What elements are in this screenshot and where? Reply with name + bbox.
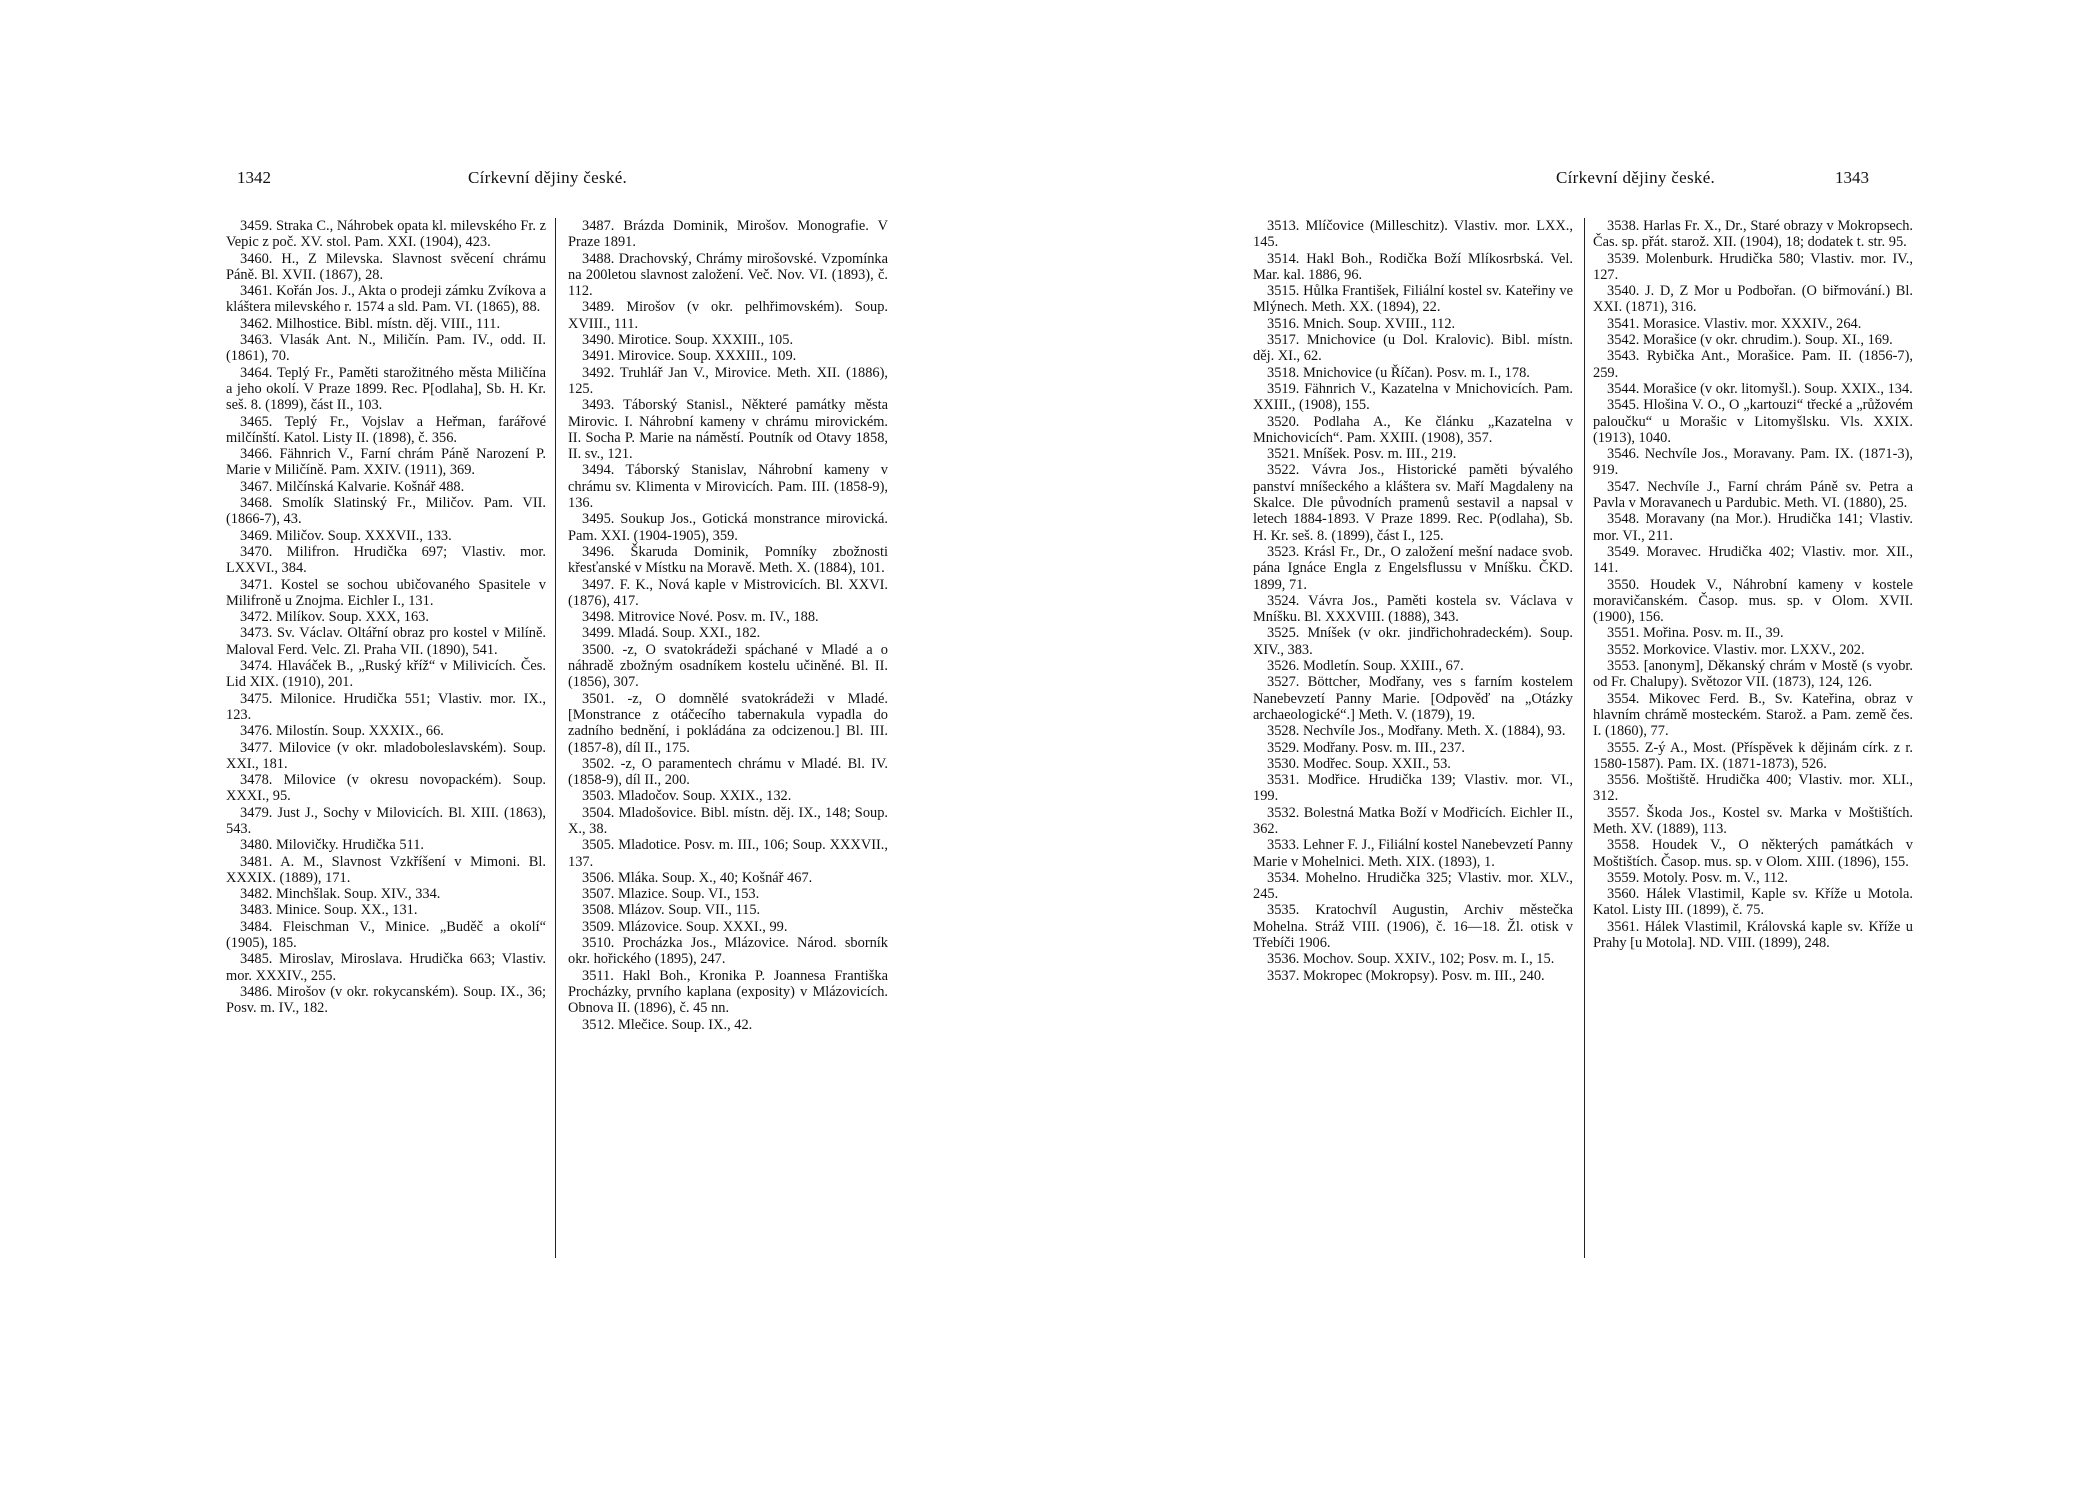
bibliography-entry: 3491. Mirovice. Soup. XXXIII., 109.	[582, 348, 797, 365]
bibliography-entry: 3521. Mníšek. Posv. m. III., 219.	[1267, 446, 1457, 463]
right-page	[1048, 0, 2096, 1500]
bibliography-entry: 3538. Harlas Fr. X., Dr., Staré obrazy v Mokropsech. Čas. sp. přát. starož. XII. (1904), 18; dodatek t. str. 95.	[1593, 218, 1913, 251]
bibliography-entry: 3459. Straka C., Náhrobek opata kl. milevského Fr. z Vepic z poč. XV. stol. Pam. XXI. (1904), 423.	[226, 218, 546, 251]
bibliography-entry: 3490. Mirotice. Soup. XXXIII., 105.	[582, 332, 794, 349]
bibliography-entry: 3548. Moravany (na Mor.). Hrudička 141; Vlastiv. mor. VI., 211.	[1593, 511, 1913, 544]
bibliography-entry: 3547. Nechvíle J., Farní chrám Páně sv. Petra a Pavla v Moravanech u Pardubic. Meth. VI. (1880), 25.	[1593, 478, 1913, 512]
bibliography-entry: 3544. Morašice (v okr. litomyšl.). Soup. XXIX., 134.	[1607, 380, 1913, 397]
bibliography-entry: 3468. Smolík Slatinský Fr., Miličov. Pam. VII. (1866-7), 43.	[226, 495, 546, 528]
bibliography-entry: 3531. Modřice. Hrudička 139; Vlastiv. mor. VI., 199.	[1253, 772, 1573, 805]
bibliography-entry: 3486. Mirošov (v okr. rokycanském). Soup. IX., 36; Posv. m. IV., 182.	[226, 983, 546, 1017]
column-divider	[555, 218, 556, 1258]
bibliography-entry: 3484. Fleischman V., Minice. „Buděč a okolí“ (1905), 185.	[226, 918, 546, 952]
bibliography-entry: 3460. H., Z Milevska. Slavnost svěcení chrámu Páně. Bl. XVII. (1867), 28.	[226, 250, 546, 283]
bibliography-entry: 3528. Nechvíle Jos., Modřany. Meth. X. (1884), 93.	[1267, 723, 1566, 740]
bibliography-entry: 3534. Mohelno. Hrudička 325; Vlastiv. mor. XLV., 245.	[1253, 869, 1573, 903]
bibliography-entry: 3540. J. D, Z Mor u Podbořan. (O biřmování.) Bl. XXI. (1871), 316.	[1593, 283, 1913, 316]
bibliography-entry: 3492. Truhlář Jan V., Mirovice. Meth. XII. (1886), 125.	[568, 364, 888, 397]
bibliography-entry: 3485. Miroslav, Miroslava. Hrudička 663; Vlastiv. mor. XXXIV., 255.	[226, 951, 546, 984]
right-page-column-1	[1253, 218, 1573, 984]
bibliography-entry: 3513. Mlíčovice (Milleschitz). Vlastiv. mor. LXX., 145.	[1253, 218, 1573, 251]
bibliography-entry: 3473. Sv. Václav. Oltářní obraz pro kostel v Milíně. Maloval Ferd. Velc. Zl. Praha VII. (1890), 541.	[226, 625, 546, 658]
bibliography-entry: 3550. Houdek V., Náhrobní kameny v kostele moravičanském. Časop. mus. sp. v Olom. XVII. (1900), 156.	[1593, 576, 1913, 626]
bibliography-entry: 3514. Hakl Boh., Rodička Boží Mlíkosrbská. Vel. Mar. kal. 1886, 96.	[1253, 250, 1573, 283]
page-number: 1342	[237, 168, 271, 187]
bibliography-entry: 3498. Mitrovice Nové. Posv. m. IV., 188.	[582, 609, 819, 626]
bibliography-entry: 3462. Milhostice. Bibl. místn. děj. VIII., 111.	[240, 315, 501, 332]
bibliography-entry: 3493. Táborský Stanisl., Některé památky města Mirovic. I. Náhrobní kameny v chrámu mirovickém. II. Socha P. Marie na náměstí. Poutník od Otavy 1858, II. sv., 121.	[568, 397, 888, 463]
bibliography-entry: 3535. Kratochvíl Augustin, Archiv městečka Mohelna. Stráž VIII. (1906), č. 16—18. Z̆l. otisk v Třebíči 1906.	[1253, 902, 1573, 952]
bibliography-entry: 3516. Mnich. Soup. XVIII., 112.	[1267, 315, 1456, 332]
bibliography-entry: 3549. Moravec. Hrudička 402; Vlastiv. mor. XII., 141.	[1593, 543, 1913, 577]
bibliography-entry: 3501. -z, O domnělé svatokrádeži v Mladé. [Monstrance z otáčecího tabernakula vypadla do zadního bednění, i pokládána za odcizenou.] Bl. III. (1857-8), díl II., 175.	[568, 690, 888, 756]
bibliography-entry: 3463. Vlasák Ant. N., Miličín. Pam. IV., odd. II. (1861), 70.	[226, 332, 546, 365]
bibliography-entry: 3469. Miličov. Soup. XXXVII., 133.	[240, 527, 452, 544]
bibliography-entry: 3496. Škaruda Dominik, Pomníky zbožnosti křesťanské v Místku na Moravě. Meth. X. (1884), 101.	[568, 543, 888, 577]
bibliography-entry: 3554. Mikovec Ferd. B., Sv. Kateřina, obraz v hlavním chrámě mosteckém. Starož. a Pam. země čes. I. (1860), 77.	[1593, 690, 1913, 740]
bibliography-entry: 3497. F. K., Nová kaple v Mistrovicích. Bl. XXVI. (1876), 417.	[568, 576, 888, 609]
bibliography-entry: 3542. Morašice (v okr. chrudim.). Soup. XI., 169.	[1607, 332, 1893, 349]
bibliography-entry: 3479. Just J., Sochy v Milovicích. Bl. XIII. (1863), 543.	[226, 804, 546, 837]
bibliography-entry: 3525. Mníšek (v okr. jindřichohradeckém). Soup. XIV., 383.	[1253, 625, 1573, 658]
bibliography-entry: 3500. -z, O svatokrádeži spáchané v Mladé a o náhradě zbožným osadníkem kostelu učiněné. Bl. II. (1856), 307.	[568, 641, 888, 691]
bibliography-entry: 3545. Hlošina V. O., O „kartouzi“ třecké a „růžovém paloučku“ u Morašic v Litomyšlsku. Vls. XXIX. (1913), 1040.	[1593, 397, 1913, 446]
bibliography-entry: 3502. -z, O paramentech chrámu v Mladé. Bl. IV. (1858-9), díl II., 200.	[568, 755, 888, 789]
bibliography-entry: 3552. Morkovice. Vlastiv. mor. LXXV., 202.	[1607, 641, 1865, 658]
bibliography-entry: 3512. Mlečice. Soup. IX., 42.	[582, 1016, 753, 1033]
bibliography-entry: 3470. Milifron. Hrudička 697; Vlastiv. mor. LXXVI., 384.	[226, 543, 546, 577]
bibliography-entry: 3537. Mokropec (Mokropsy). Posv. m. III., 240.	[1267, 967, 1545, 984]
bibliography-entry: 3477. Milovice (v okr. mladoboleslavském). Soup. XXI., 181.	[226, 739, 546, 772]
bibliography-entry: 3503. Mladočov. Soup. XXIX., 132.	[582, 788, 792, 805]
bibliography-entry: 3557. Škoda Jos., Kostel sv. Marka v Moštištích. Meth. XV. (1889), 113.	[1593, 804, 1913, 837]
bibliography-entry: 3472. Milíkov. Soup. XXX, 163.	[240, 609, 429, 626]
bibliography-entry: 3560. Hálek Vlastimil, Kaple sv. Kříže u Motola. Katol. Listy III. (1899), č. 75.	[1593, 886, 1913, 919]
bibliography-entry: 3471. Kostel se sochou ubičovaného Spasitele v Milifroně u Znojma. Eichler I., 131.	[226, 576, 546, 609]
bibliography-entry: 3511. Hakl Boh., Kronika P. Joannesa Františka Procházky, prvního kaplana (exposity) v Mlázovicích. Obnova II. (1896), č. 45 nn.	[568, 967, 888, 1017]
bibliography-entry: 3466. Fähnrich V., Farní chrám Páně Narození P. Marie v Miličíně. Pam. XXIV. (1911), 369.	[226, 446, 546, 479]
bibliography-entry: 3515. Hůlka František, Filiální kostel sv. Kateřiny ve Mlýnech. Meth. XX. (1894), 22.	[1253, 283, 1573, 316]
bibliography-entry: 3508. Mlázov. Soup. VII., 115.	[582, 902, 761, 919]
running-header: Církevní dějiny české.	[1556, 168, 1716, 187]
bibliography-entry: 3519. Fähnrich V., Kazatelna v Mnichovicích. Pam. XXIII., (1908), 155.	[1253, 380, 1573, 414]
left-page-column-2	[568, 218, 888, 1033]
bibliography-entry: 3517. Mnichovice (u Dol. Kralovic). Bibl. místn. děj. XI., 62.	[1253, 332, 1573, 365]
bibliography-entry: 3539. Molenburk. Hrudička 580; Vlastiv. mor. IV., 127.	[1593, 250, 1913, 283]
bibliography-entry: 3467. Milčínská Kalvarie. Košnář 488.	[240, 478, 465, 495]
bibliography-entry: 3529. Modřany. Posv. m. III., 237.	[1267, 739, 1465, 756]
bibliography-entry: 3504. Mladošovice. Bibl. místn. děj. IX., 148; Soup. X., 38.	[568, 804, 888, 837]
bibliography-entry: 3523. Krásl Fr., Dr., O založení mešní nadace svob. pána Ignáce Engla z Engelsflussu v Mníšku. ČKD. 1899, 71.	[1253, 543, 1573, 593]
bibliography-entry: 3488. Drachovský, Chrámy mirošovské. Vzpomínka na 200letou slavnost založení. Več. Nov. VI. (1893), č. 112.	[568, 250, 888, 300]
bibliography-entry: 3495. Soukup Jos., Gotická monstrance mirovická. Pam. XXI. (1904-1905), 359.	[568, 511, 888, 544]
bibliography-entry: 3553. [anonym], Děkanský chrám v Mostě (s vyobr. od Fr. Chalupy). Světozor VII. (1873), 124, 126.	[1593, 658, 1913, 691]
bibliography-entry: 3555. Z-ý A., Most. (Příspěvek k dějinám círk. z r. 1580-1587). Pam. IX. (1871-1873), 526.	[1593, 739, 1913, 772]
bibliography-entry: 3558. Houdek V., O některých památkách v Moštištích. Časop. mus. sp. v Olom. XIII. (1896), 155.	[1593, 837, 1913, 870]
bibliography-entry: 3505. Mladotice. Posv. m. III., 106; Soup. XXXVII., 137.	[568, 837, 888, 870]
bibliography-entry: 3461. Kořán Jos. J., Akta o prodeji zámku Zvíkova a kláštera milevského r. 1574 a sld. Pam. VI. (1865), 88.	[226, 283, 546, 316]
bibliography-entry: 3546. Nechvíle Jos., Moravany. Pam. IX. (1871-3), 919.	[1593, 446, 1913, 479]
left-page-column-1	[226, 218, 546, 1017]
bibliography-entry: 3482. Minchšlak. Soup. XIV., 334.	[240, 886, 441, 903]
bibliography-entry: 3530. Modřec. Soup. XXII., 53.	[1267, 755, 1451, 772]
bibliography-entry: 3527. Böttcher, Modřany, ves s farním kostelem Nanebevzetí Panny Marie. [Odpověď na „Otázky archaeologické“.] Meth. V. (1879), 19.	[1253, 674, 1573, 723]
bibliography-entry: 3481. A. M., Slavnost Vzkříšení v Mimoni. Bl. XXXIX. (1889), 171.	[226, 853, 546, 886]
bibliography-entry: 3556. Moštiště. Hrudička 400; Vlastiv. mor. XLI., 312.	[1593, 772, 1913, 805]
bibliography-entry: 3483. Minice. Soup. XX., 131.	[240, 902, 418, 919]
bibliography-entry: 3526. Modletín. Soup. XXIII., 67.	[1267, 658, 1464, 675]
bibliography-entry: 3551. Mořina. Posv. m. II., 39.	[1607, 625, 1784, 642]
bibliography-entry: 3509. Mlázovice. Soup. XXXI., 99.	[582, 918, 788, 935]
bibliography-entry: 3533. Lehner F. J., Filiální kostel Nanebevzetí Panny Marie v Mohelnici. Meth. XIX. (1893), 1.	[1253, 837, 1573, 870]
bibliography-entry: 3506. Mláka. Soup. X., 40; Košnář 467.	[582, 869, 813, 886]
bibliography-entry: 3559. Motoly. Posv. m. V., 112.	[1607, 869, 1788, 886]
bibliography-entry: 3478. Milovice (v okresu novopackém). Soup. XXXI., 95.	[226, 772, 546, 805]
bibliography-entry: 3522. Vávra Jos., Historické paměti bývalého panství mníšeckého a kláštera sv. Maří Magdaleny na Skalce. Dle původních pramenů sestavil a napsal v letech 1884-1893. V Praze 1899. Rec. P(odlaha), Sb. H. Kr. seš. 8. (1899), část I., 125.	[1253, 462, 1573, 544]
bibliography-entry: 3536. Mochov. Soup. XXIV., 102; Posv. m. I., 15.	[1267, 951, 1555, 968]
bibliography-entry: 3487. Brázda Dominik, Mirošov. Monografie. V Praze 1891.	[568, 218, 888, 251]
bibliography-entry: 3489. Mirošov (v okr. pelhřimovském). Soup. XVIII., 111.	[568, 299, 888, 332]
bibliography-entry: 3532. Bolestná Matka Boží v Modřicích. Eichler II., 362.	[1253, 804, 1573, 837]
bibliography-entry: 3520. Podlaha A., Ke článku „Kazatelna v Mnichovicích“. Pam. XXIII. (1908), 357.	[1253, 413, 1573, 446]
bibliography-entry: 3510. Procházka Jos., Mlázovice. Národ. sborník okr. hořického (1895), 247.	[568, 935, 888, 968]
bibliography-entry: 3499. Mladá. Soup. XXI., 182.	[582, 625, 761, 642]
page-number: 1343	[1835, 168, 1869, 187]
bibliography-entry: 3507. Mlazice. Soup. VI., 153.	[582, 886, 760, 903]
bibliography-entry: 3541. Morasice. Vlastiv. mor. XXXIV., 264.	[1607, 315, 1862, 332]
bibliography-entry: 3464. Teplý Fr., Paměti starožitného města Miličína a jeho okolí. V Praze 1899. Rec. P[odlaha], Sb. H. Kr. seš. 8. (1899), část II., 103.	[226, 364, 546, 414]
right-page-column-2	[1593, 218, 1913, 951]
bibliography-entry: 3524. Vávra Jos., Paměti kostela sv. Václava v Mníšku. Bl. XXXVIII. (1888), 343.	[1253, 592, 1573, 626]
bibliography-entry: 3494. Táborský Stanislav, Náhrobní kameny v chrámu sv. Klimenta v Mirovicích. Pam. III. (1858-9), 136.	[568, 462, 888, 512]
running-header: Církevní dějiny české.	[468, 168, 628, 187]
bibliography-entry: 3543. Rybička Ant., Morašice. Pam. II. (1856-7), 259.	[1593, 348, 1913, 381]
bibliography-entry: 3480. Milovičky. Hrudička 511.	[240, 837, 424, 854]
bibliography-entry: 3465. Teplý Fr., Vojslav a Heřman, farářové milčínští. Katol. Listy II. (1898), č. 356.	[226, 413, 546, 446]
bibliography-entry: 3518. Mnichovice (u Říčan). Posv. m. I., 178.	[1267, 364, 1530, 381]
column-divider	[1584, 218, 1585, 1258]
bibliography-entry: 3474. Hlaváček B., „Ruský kříž“ v Milivicích. Čes. Lid XIX. (1910), 201.	[226, 658, 546, 691]
bibliography-entry: 3476. Milostín. Soup. XXXIX., 66.	[240, 723, 444, 740]
bibliography-entry: 3475. Milonice. Hrudička 551; Vlastiv. mor. IX., 123.	[226, 690, 546, 723]
bibliography-entry: 3561. Hálek Vlastimil, Královská kaple sv. Kříže u Prahy [u Motola]. ND. VIII. (1899), 248.	[1593, 918, 1913, 952]
